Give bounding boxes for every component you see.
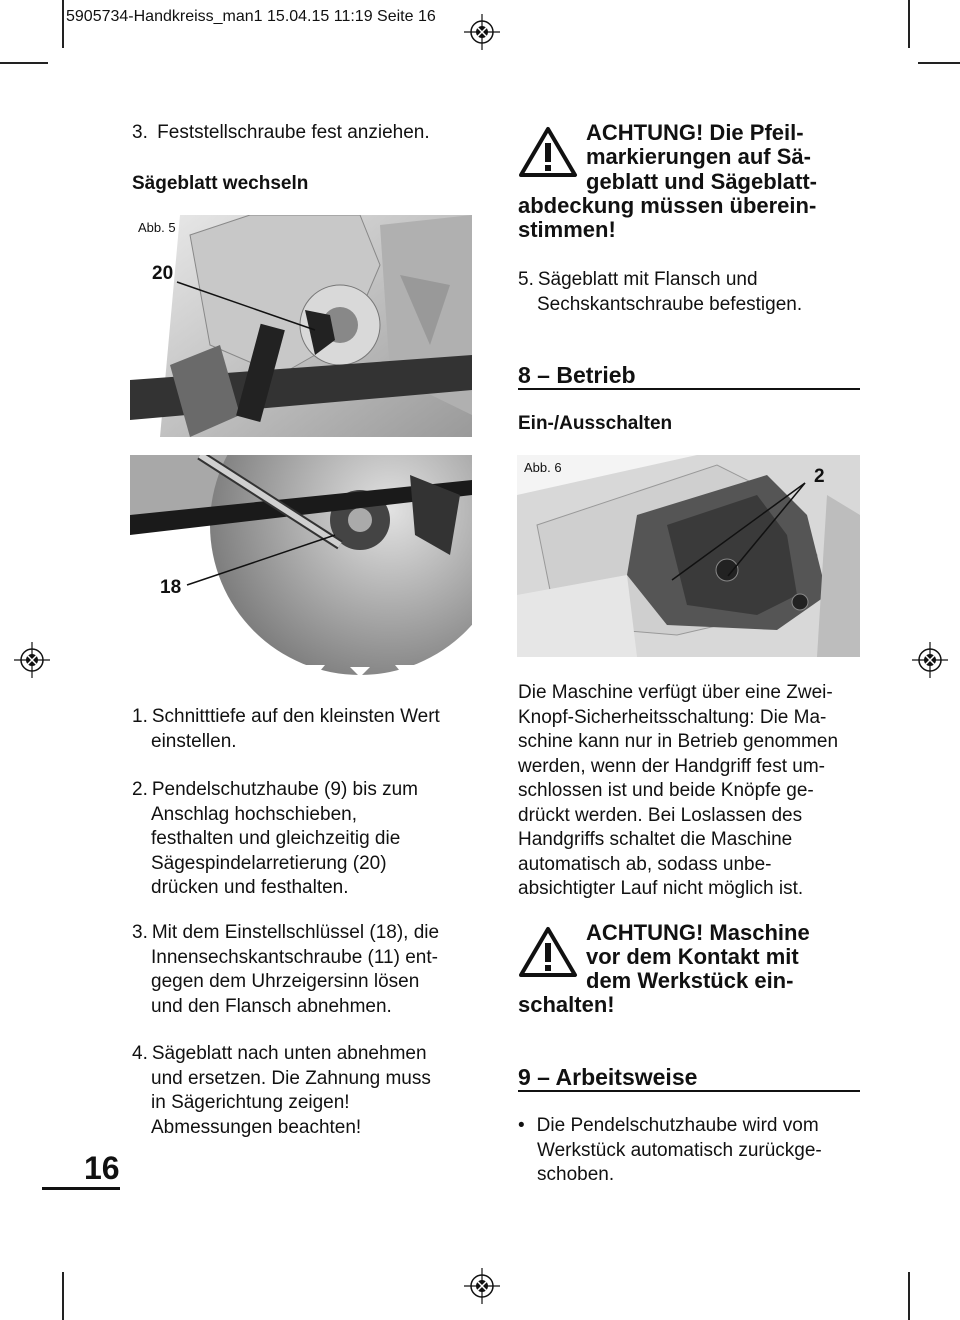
crop-mark [0,62,48,64]
section-rule [518,1090,860,1092]
step-number: 3. [132,122,148,143]
section-8-title: 8 – Betrieb [518,362,636,388]
crop-mark [918,62,960,64]
callout-label-18: 18 [160,577,182,598]
warning-1-line: ACHTUNG! Die Pfeil- [586,120,804,145]
section-rule [518,388,860,390]
registration-mark-icon [462,12,502,52]
callout-line [185,530,345,590]
warning-1-line: stimmen! [518,217,616,242]
step-2: 2. Pendelschutzhaube (9) bis zum Anschlag hochschieben, festhalten und gleichzeitig die Sägespindelarretierung (20) drücken und festhalten. [132,779,419,898]
callout-label-20: 20 [152,263,174,284]
crop-mark [62,0,64,48]
print-header: 5905734-Handkreiss_man1 15.04.15 11:19 Seite 16 [66,8,436,25]
registration-mark-icon [910,640,950,680]
registration-mark-icon [12,640,52,680]
step-3: 3. Mit dem Einstellschlüssel (18), die Innensechskantschraube (11) ent- gegen dem Uhrzeigersinn lösen und den Flansch abnehmen. [132,922,440,1017]
warning-2-line: vor dem Kontakt mit [586,944,799,969]
warning-1-line: geblatt und Sägeblatt- [586,169,817,194]
figure-6-caption: Abb. 6 [524,460,562,475]
page-number-rule [42,1187,120,1190]
bullet-item: • Die Pendelschutzhaube wird vom Werkstück automatisch zurückge- schoben. [518,1115,822,1185]
warning-2-line: schalten! [518,992,615,1017]
warning-1-line: markierungen auf Sä- [586,144,811,169]
registration-mark-icon [462,1266,502,1306]
warning-2-line: ACHTUNG! Maschine [586,920,810,945]
section-title-blade-change: Sägeblatt wechseln [132,173,309,194]
warning-triangle-icon [518,926,578,978]
callout-label-2: 2 [814,466,825,487]
section-9-title: 9 – Arbeitsweise [518,1064,698,1090]
crop-mark [908,0,910,48]
operation-paragraph: Die Maschine verfügt über eine Zwei- Knopf-Sicherheitsschaltung: Die Ma- schine kann nur in Betrieb genommen werden, wenn der Handgriff fest um- schlossen ist und beide Knöpfe ge- drückt werden. Bei Loslassen des Handgriffs schaltet die Maschine automatisch ab, sodass unbe- absichtigter Lauf nicht möglich ist. [518,682,839,899]
step-text: Feststellschraube fest anziehen. [157,122,430,143]
bullet-icon: • [518,1115,525,1136]
callout-line [175,280,325,340]
step-1: 1. Schnitttiefe auf den kleinsten Wert einstellen. [132,706,440,752]
step-3-top [132,121,430,146]
callout-lines [660,478,820,588]
warning-triangle-icon [518,126,578,178]
crop-mark [62,1272,64,1320]
step-4: 4. Sägeblatt nach unten abnehmen und ersetzen. Die Zahnung muss in Sägerichtung zeigen! Abmessungen beachten! [132,1043,431,1138]
crop-mark [908,1272,910,1320]
figure-5-caption: Abb. 5 [138,220,176,235]
warning-2-line: dem Werkstück ein- [586,968,794,993]
page-number: 16 [84,1150,120,1186]
step-5: 5. Sägeblatt mit Flansch und Sechskantschraube befestigen. [518,269,803,315]
section-8-subtitle: Ein-/Ausschalten [518,413,673,434]
warning-1-line: abdeckung müssen überein- [518,193,817,218]
